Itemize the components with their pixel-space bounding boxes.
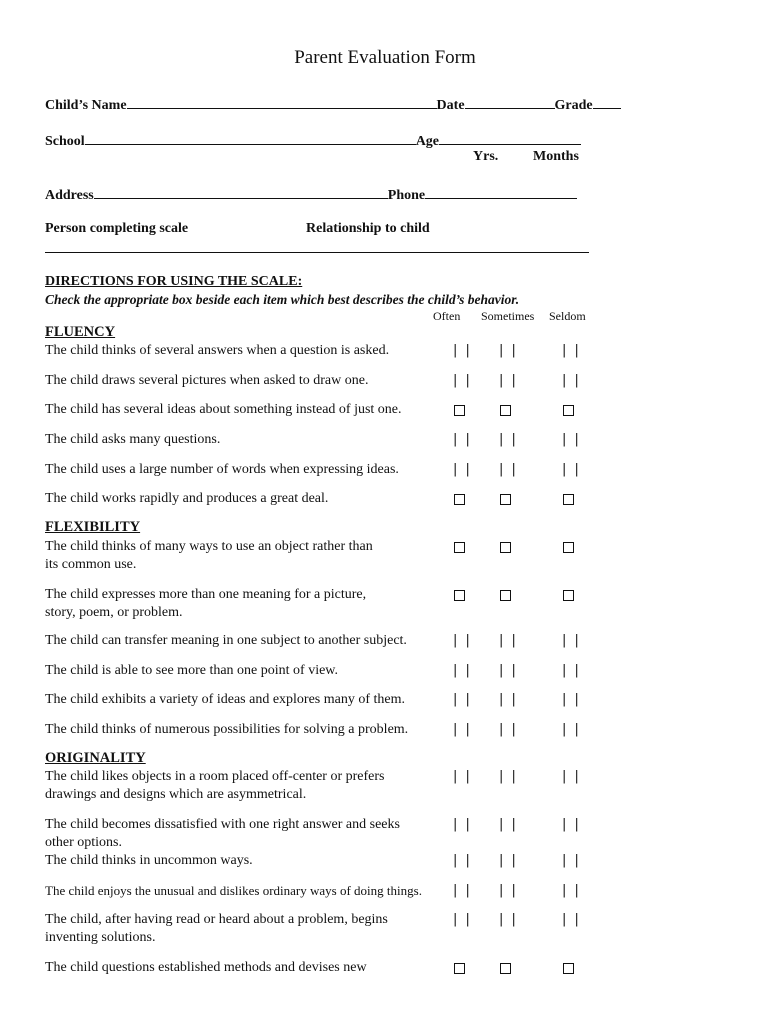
- item-text: The child is able to see more than one point of view.: [45, 663, 339, 678]
- item-text-continued: story, poem, or problem.: [45, 605, 183, 620]
- checkbox-seldom[interactable]: | |: [562, 633, 581, 648]
- checkbox-sometimes[interactable]: | |: [499, 462, 518, 477]
- age-field[interactable]: [439, 131, 581, 145]
- address-label: Address: [45, 188, 94, 203]
- checkbox-often[interactable]: | |: [453, 462, 472, 477]
- checkbox-seldom[interactable]: [563, 963, 574, 974]
- phone-field[interactable]: [425, 185, 577, 199]
- checkbox-often[interactable]: | |: [453, 432, 472, 447]
- phone-label: Phone: [387, 188, 426, 203]
- section-fluency: FLUENCY: [45, 324, 116, 340]
- item-text: The child thinks in uncommon ways.: [45, 853, 253, 868]
- person-relationship-field[interactable]: [45, 252, 589, 253]
- item-text: The child likes objects in a room placed off-center or prefers: [45, 769, 385, 784]
- checkbox-sometimes[interactable]: | |: [499, 853, 518, 868]
- checkbox-often[interactable]: | |: [453, 853, 472, 868]
- checkbox-seldom[interactable]: | |: [562, 817, 581, 832]
- checkbox-often[interactable]: | |: [453, 633, 472, 648]
- child-name-row: [45, 95, 621, 114]
- checkbox-often[interactable]: | |: [453, 373, 472, 388]
- item-text-continued: drawings and designs which are asymmetrical.: [45, 787, 307, 802]
- date-field[interactable]: [465, 95, 555, 109]
- school-label: School: [45, 134, 85, 149]
- checkbox-seldom[interactable]: | |: [562, 722, 581, 737]
- item-text: The child thinks of many ways to use an object rather than: [45, 539, 373, 554]
- item-text-continued: its common use.: [45, 557, 137, 572]
- checkbox-seldom[interactable]: | |: [562, 343, 581, 358]
- checkbox-seldom[interactable]: | |: [562, 912, 581, 927]
- checkbox-often[interactable]: | |: [453, 912, 472, 927]
- checkbox-seldom[interactable]: [563, 405, 574, 416]
- item-text: The child uses a large number of words when expressing ideas.: [45, 462, 399, 477]
- checkbox-sometimes[interactable]: | |: [499, 883, 518, 898]
- date-label: Date: [436, 98, 465, 113]
- checkbox-seldom[interactable]: | |: [562, 432, 581, 447]
- months-label: Months: [533, 149, 579, 164]
- checkbox-seldom[interactable]: [563, 542, 574, 553]
- checkbox-seldom[interactable]: | |: [562, 692, 581, 707]
- checkbox-sometimes[interactable]: | |: [499, 343, 518, 358]
- checkbox-often[interactable]: | |: [453, 722, 472, 737]
- checkbox-sometimes[interactable]: [500, 494, 511, 505]
- checkbox-often[interactable]: | |: [453, 817, 472, 832]
- checkbox-often[interactable]: | |: [453, 883, 472, 898]
- checkbox-often[interactable]: | |: [453, 692, 472, 707]
- checkbox-sometimes[interactable]: | |: [499, 769, 518, 784]
- checkbox-sometimes[interactable]: [500, 963, 511, 974]
- column-seldom: Seldom: [549, 309, 586, 323]
- column-sometimes: Sometimes: [481, 309, 535, 323]
- checkbox-sometimes[interactable]: | |: [499, 373, 518, 388]
- checkbox-seldom[interactable]: | |: [562, 769, 581, 784]
- checkbox-often[interactable]: [454, 405, 465, 416]
- item-text: The child asks many questions.: [45, 432, 221, 447]
- checkbox-often[interactable]: [454, 590, 465, 601]
- checkbox-seldom[interactable]: | |: [562, 853, 581, 868]
- checkbox-sometimes[interactable]: | |: [499, 817, 518, 832]
- item-text: The child becomes dissatisfied with one right answer and seeks: [45, 817, 400, 832]
- item-text-continued: inventing solutions.: [45, 930, 156, 945]
- item-text: The child works rapidly and produces a great deal.: [45, 491, 329, 506]
- checkbox-sometimes[interactable]: | |: [499, 722, 518, 737]
- item-text-continued: other options.: [45, 835, 122, 850]
- school-field[interactable]: [85, 131, 416, 145]
- checkbox-seldom[interactable]: [563, 590, 574, 601]
- checkbox-sometimes[interactable]: | |: [499, 912, 518, 927]
- directions-text: Check the appropriate box beside each item which best describes the child’s behavior.: [45, 292, 520, 307]
- school-row: [45, 131, 581, 150]
- item-text: The child, after having read or heard about a problem, begins: [45, 912, 388, 927]
- item-text: The child thinks of numerous possibilities for solving a problem.: [45, 722, 409, 737]
- checkbox-often[interactable]: [454, 494, 465, 505]
- checkbox-sometimes[interactable]: | |: [499, 432, 518, 447]
- item-text: The child has several ideas about something instead of just one.: [45, 402, 402, 417]
- age-label: Age: [415, 134, 440, 149]
- item-text: The child exhibits a variety of ideas and explores many of them.: [45, 692, 406, 707]
- item-text: The child thinks of several answers when a question is asked.: [45, 343, 390, 358]
- checkbox-seldom[interactable]: [563, 494, 574, 505]
- checkbox-seldom[interactable]: | |: [562, 462, 581, 477]
- checkbox-often[interactable]: | |: [453, 663, 472, 678]
- child-name-field[interactable]: [127, 95, 437, 109]
- checkbox-seldom[interactable]: | |: [562, 373, 581, 388]
- checkbox-sometimes[interactable]: [500, 590, 511, 601]
- yrs-label: Yrs.: [473, 149, 499, 164]
- item-text: The child questions established methods and devises new: [45, 960, 367, 975]
- checkbox-often[interactable]: [454, 963, 465, 974]
- item-text: The child expresses more than one meaning for a picture,: [45, 587, 367, 602]
- item-text: The child can transfer meaning in one subject to another subject.: [45, 633, 407, 648]
- section-flexibility: FLEXIBILITY: [45, 519, 141, 535]
- checkbox-sometimes[interactable]: | |: [499, 663, 518, 678]
- column-often: Often: [433, 309, 461, 323]
- grade-field[interactable]: [593, 95, 621, 109]
- checkbox-often[interactable]: [454, 542, 465, 553]
- checkbox-sometimes[interactable]: | |: [499, 633, 518, 648]
- directions-heading: DIRECTIONS FOR USING THE SCALE:: [45, 274, 303, 289]
- item-text: The child enjoys the unusual and dislikes ordinary ways of doing things.: [45, 883, 422, 898]
- address-field[interactable]: [94, 185, 388, 199]
- section-originality: ORIGINALITY: [45, 750, 146, 766]
- checkbox-sometimes[interactable]: [500, 542, 511, 553]
- form-title: Parent Evaluation Form: [294, 47, 476, 68]
- address-row: [45, 185, 577, 204]
- child-name-label: Child’s Name: [45, 98, 127, 113]
- checkbox-sometimes[interactable]: [500, 405, 511, 416]
- checkbox-seldom[interactable]: | |: [562, 883, 581, 898]
- checkbox-often[interactable]: | |: [453, 343, 472, 358]
- grade-label: Grade: [554, 98, 593, 113]
- checkbox-seldom[interactable]: | |: [562, 663, 581, 678]
- checkbox-often[interactable]: | |: [453, 769, 472, 784]
- checkbox-sometimes[interactable]: | |: [499, 692, 518, 707]
- item-text: The child draws several pictures when asked to draw one.: [45, 373, 369, 388]
- relationship-label: Relationship to child: [306, 221, 430, 236]
- person-completing-label: Person completing scale: [45, 221, 189, 236]
